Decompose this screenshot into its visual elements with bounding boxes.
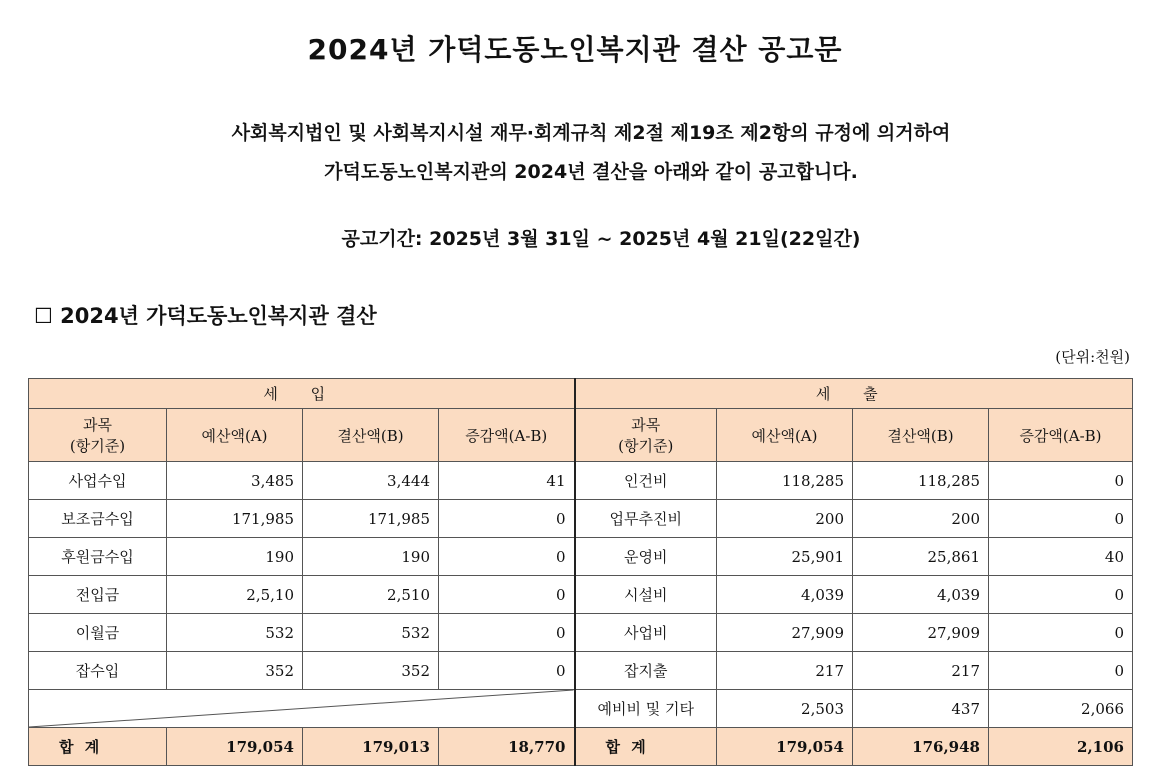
income-col-settled: 결산액(B) [303,409,439,462]
table-column-header-row [29,409,1133,462]
table-row [29,576,1133,614]
expense-budget-cell: 4,039 [717,576,853,614]
income-name-cell: 후원금수입 [29,538,167,576]
expense-budget-cell: 27,909 [717,614,853,652]
expense-name-cell: 잡지출 [575,652,717,690]
diagonal-strike-line [29,690,574,727]
expense-name-cell: 업무추진비 [575,500,717,538]
expense-col-subject: 과목 (항기준) [575,409,717,462]
income-diff-cell: 0 [439,614,575,652]
intro-line-2: 가덕도동노인복지관의 2024년 결산을 아래와 같이 공고합니다. [324,161,858,183]
income-settled-cell: 190 [303,538,439,576]
income-header: 세 입 [29,379,575,409]
expense-diff-cell: 0 [989,500,1133,538]
expense-settled-cell: 118,285 [853,462,989,500]
intro-line-1: 사회복지법인 및 사회복지시설 재무·회계규칙 제2절 제19조 제2항의 규정에 의거하여 [231,122,951,144]
expense-diff-cell: 0 [989,652,1133,690]
expense-settled-cell: 25,861 [853,538,989,576]
table-row [29,690,1133,728]
expense-budget-cell: 118,285 [717,462,853,500]
notice-period: 공고기간: 2025년 3월 31일 ~ 2025년 4월 21일(22일간) [341,228,861,250]
table-group-header-row [29,379,1133,409]
income-budget-cell: 190 [167,538,303,576]
table-row [29,614,1133,652]
income-name-cell: 보조금수입 [29,500,167,538]
section-heading [34,300,377,330]
expense-budget-cell: 217 [717,652,853,690]
income-budget-cell: 532 [167,614,303,652]
income-settled-cell: 532 [303,614,439,652]
expense-name-cell: 예비비 및 기타 [575,690,717,728]
income-settled-cell: 171,985 [303,500,439,538]
income-diff-cell: 0 [439,500,575,538]
income-budget-cell: 2,5,10 [167,576,303,614]
expense-settled-cell: 217 [853,652,989,690]
income-settled-cell: 352 [303,652,439,690]
income-diff-cell: 0 [439,538,575,576]
expense-budget-cell: 200 [717,500,853,538]
table-total-row [29,728,1133,766]
income-name-cell: 이월금 [29,614,167,652]
expense-settled-cell: 27,909 [853,614,989,652]
expense-col-budget: 예산액(A) [717,409,853,462]
checkbox-icon: ☐ [34,304,53,328]
income-name-cell: 사업수입 [29,462,167,500]
expense-header: 세 출 [575,379,1133,409]
expense-diff-cell: 0 [989,462,1133,500]
expense-total-budget: 179,054 [717,728,853,766]
income-total-diff: 18,770 [439,728,575,766]
settlement-table [28,378,1133,766]
income-budget-cell: 352 [167,652,303,690]
income-diff-cell: 41 [439,462,575,500]
expense-total-label: 합 계 [575,728,717,766]
income-budget-cell: 171,985 [167,500,303,538]
unit-label: (단위:천원) [1055,348,1130,366]
income-budget-cell: 3,485 [167,462,303,500]
income-total-settled: 179,013 [303,728,439,766]
expense-col-settled: 결산액(B) [853,409,989,462]
expense-settled-cell: 437 [853,690,989,728]
income-settled-cell: 3,444 [303,462,439,500]
expense-diff-cell: 0 [989,576,1133,614]
income-name-cell: 전입금 [29,576,167,614]
expense-total-diff: 2,106 [989,728,1133,766]
expense-name-cell: 시설비 [575,576,717,614]
income-total-label: 합 계 [29,728,167,766]
expense-budget-cell: 25,901 [717,538,853,576]
income-settled-cell: 2,510 [303,576,439,614]
expense-col-diff: 증감액(A-B) [989,409,1133,462]
expense-name-cell: 인건비 [575,462,717,500]
income-total-budget: 179,054 [167,728,303,766]
expense-budget-cell: 2,503 [717,690,853,728]
expense-settled-cell: 4,039 [853,576,989,614]
expense-settled-cell: 200 [853,500,989,538]
page-title: 2024년 가덕도동노인복지관 결산 공고문 [307,33,843,66]
income-col-diff: 증감액(A-B) [439,409,575,462]
income-diff-cell: 0 [439,576,575,614]
income-name-cell: 잡수입 [29,652,167,690]
expense-name-cell: 사업비 [575,614,717,652]
table-row [29,538,1133,576]
income-diff-cell: 0 [439,652,575,690]
expense-diff-cell: 0 [989,614,1133,652]
expense-diff-cell: 40 [989,538,1133,576]
table-row [29,462,1133,500]
table-row [29,652,1133,690]
income-col-subject: 과목 (항기준) [29,409,167,462]
income-empty-cell [29,690,575,728]
table-row [29,500,1133,538]
expense-total-settled: 176,948 [853,728,989,766]
income-col-budget: 예산액(A) [167,409,303,462]
section-title: 2024년 가덕도동노인복지관 결산 [60,304,377,328]
expense-name-cell: 운영비 [575,538,717,576]
expense-diff-cell: 2,066 [989,690,1133,728]
